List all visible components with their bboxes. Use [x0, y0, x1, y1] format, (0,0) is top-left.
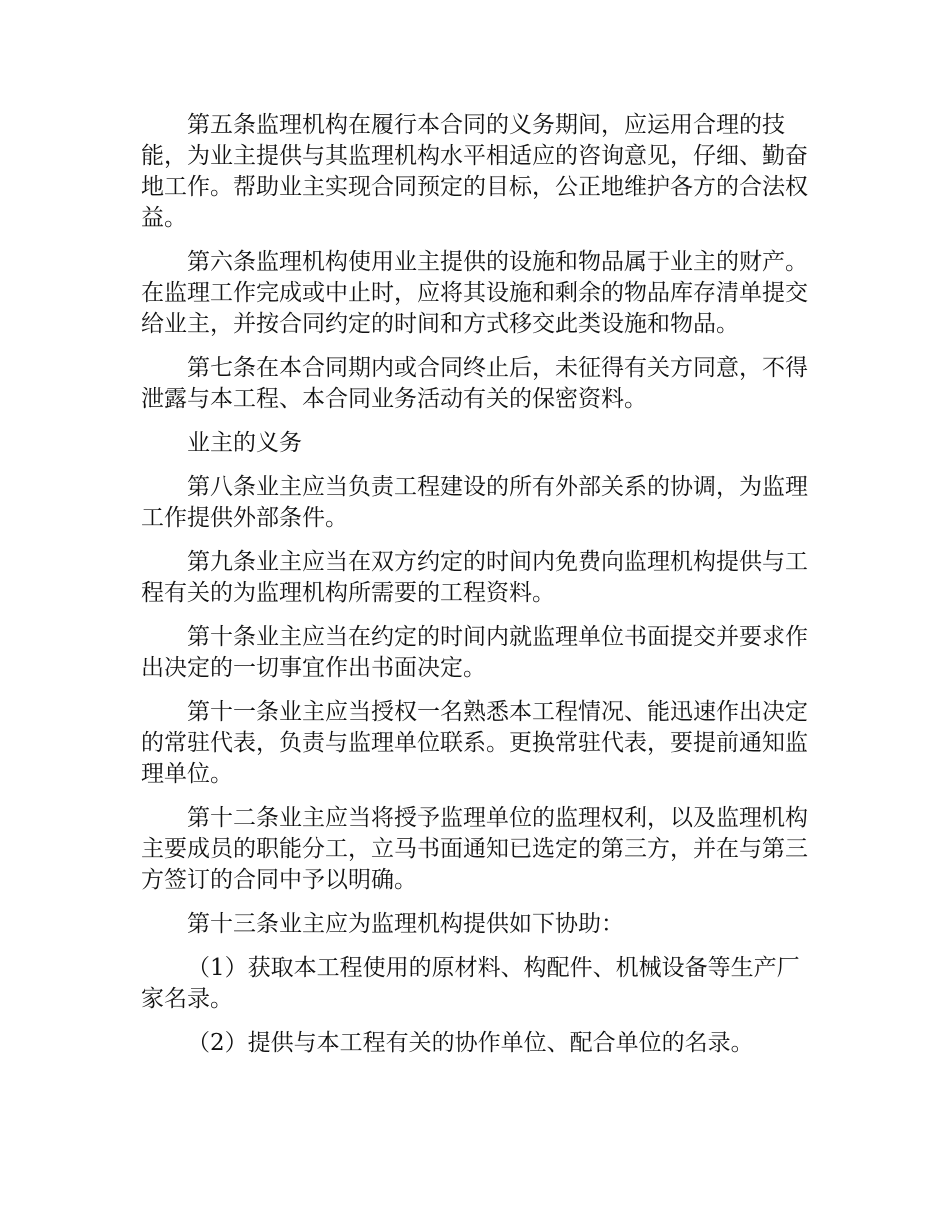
article-5-paragraph: 第五条监理机构在履行本合同的义务期间，应运用合理的技能，为业主提供与其监理机构水平相适应的咨询意见，仔细、勤奋地工作。帮助业主实现合同预定的目标，公正地维护各方的合法权益。	[141, 112, 808, 231]
article-6-paragraph: 第六条监理机构使用业主提供的设施和物品属于业主的财产。在监理工作完成或中止时，应将其设施和剩余的物品库存清单提交给业主，并按合同约定的时间和方式移交此类设施和物品。	[141, 249, 808, 337]
article-13-paragraph: 第十三条业主应为监理机构提供如下协助：	[187, 911, 624, 937]
article-11-paragraph: 第十一条业主应当授权一名熟悉本工程情况、能迅速作出决定的常驻代表，负责与监理单位联系。更换常驻代表，要提前通知监理单位。	[141, 699, 808, 787]
article-9-paragraph: 第九条业主应当在双方约定的时间内免费向监理机构提供与工程有关的为监理机构所需要的工程资料。	[141, 549, 808, 606]
document-body	[141, 110, 813, 1072]
article-8-paragraph: 第八条业主应当负责工程建设的所有外部关系的协调，为监理工作提供外部条件。	[141, 474, 808, 531]
article-7-paragraph: 第七条在本合同期内或合同终止后，未征得有关方同意，不得泄露与本工程、本合同业务活动有关的保密资料。	[141, 355, 808, 412]
list-item-1: （1）获取本工程使用的原材料、构配件、机械设备等生产厂家名录。	[141, 955, 800, 1012]
article-12-paragraph: 第十二条业主应当将授予监理单位的监理权利，以及监理机构主要成员的职能分工，立马书面通知已选定的第三方，并在与第三方签订的合同中予以明确。	[141, 805, 808, 893]
article-10-paragraph: 第十条业主应当在约定的时间内就监理单位书面提交并要求作出决定的一切事宜作出书面决定。	[141, 624, 808, 681]
section-heading-owner-obligations: 业主的义务	[187, 430, 302, 456]
list-item-2: （2）提供与本工程有关的协作单位、配合单位的名录。	[187, 1030, 754, 1056]
